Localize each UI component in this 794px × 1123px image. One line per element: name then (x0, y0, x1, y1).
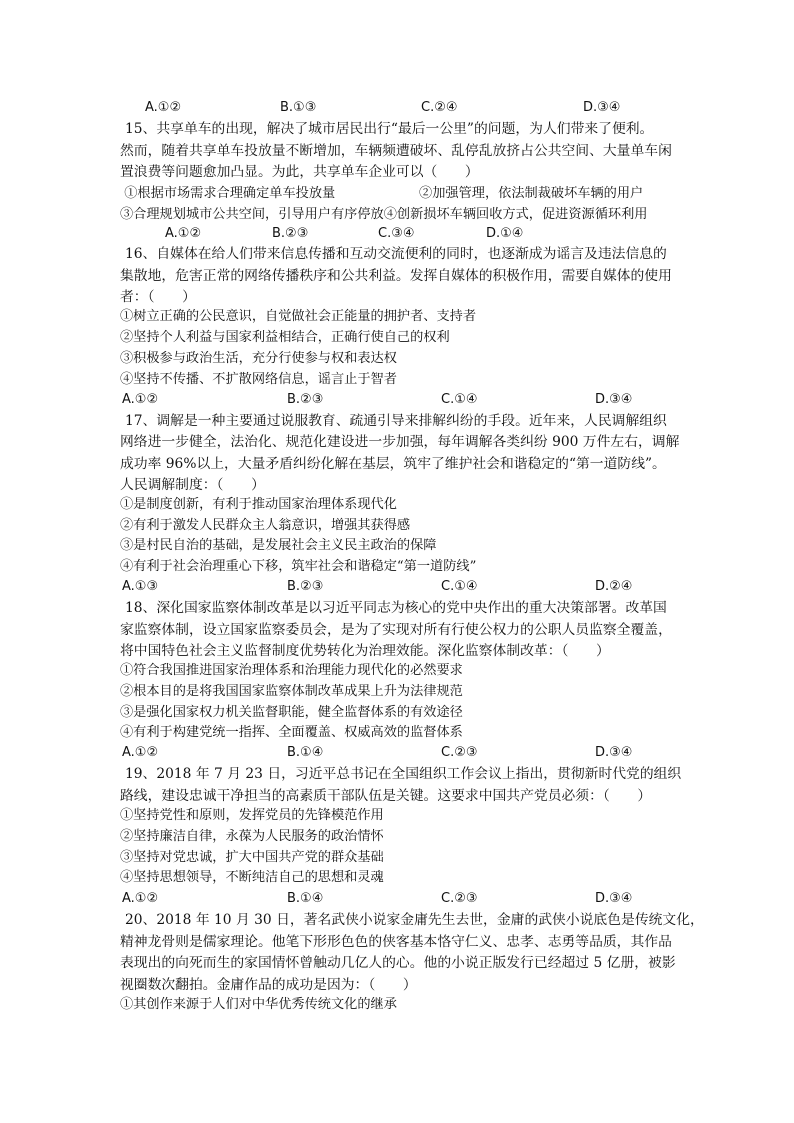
choice-a[interactable]: A.①② (145, 100, 182, 115)
option-line: ①坚持党性和原则，发挥党员的先锋模范作用 (120, 808, 384, 823)
choice-d[interactable]: D.①④ (486, 226, 524, 241)
option-line: ②坚持廉洁自律，永葆为人民服务的政治情怀 (120, 829, 384, 844)
question-stem-line: 路线，建设忠诚干净担当的高素质干部队伍是关键。这要求中国共产党员必须：（ ） (120, 788, 652, 804)
option-line: ②坚持个人利益与国家利益相结合，正确行使自己的权利 (120, 330, 450, 345)
choice-d[interactable]: D.③④ (583, 100, 621, 115)
option-line: ③积极参与政治生活，充分行使参与权和表达权 (120, 351, 397, 366)
choice-a[interactable]: A.①② (122, 891, 159, 906)
question-stem-line: 16、自媒体在给人们带来信息传播和互动交流便利的同时，也逐渐成为谣言及违法信息的 (125, 246, 667, 262)
option-line: ①根据市场需求合理确定单车投放量 ②加强管理，依法制裁破坏车辆的用户 (120, 186, 644, 201)
question-stem-line: 20、2018 年 10 月 30 日，著名武侠小说家金庸先生去世，金庸的武侠小说底色是传统文化， (125, 912, 704, 928)
choice-d[interactable]: D.③④ (595, 745, 633, 760)
question-stem-line: 将中国特色社会主义监督制度优势转化为治理效能。深化监察体制改革：（ ） (120, 643, 610, 659)
option-line: ③是村民自治的基础，是发展社会主义民主政治的保障 (120, 538, 437, 553)
choice-c[interactable]: C.③④ (378, 226, 415, 241)
question-stem-line: 19、2018 年 7 月 23 日，习近平总书记在全国组织工作会议上指出，贯彻新时代党的组织 (125, 766, 682, 782)
option-line: ①其创作来源于人们对中华优秀传统文化的继承 (120, 997, 397, 1012)
option-line: ①是制度创新，有利于推动国家治理体系现代化 (120, 497, 397, 512)
option-line: ③合理规划城市公共空间，引导用户有序停放④创新损坏车辆回收方式，促进资源循环利用 (120, 207, 648, 222)
option-line: ④有利于社会治理重心下移，筑牢社会和谐稳定“第一道防线” (120, 559, 477, 574)
question-stem-line: 成功率 96%以上，大量矛盾纠纷化解在基层，筑牢了维护社会和谐稳定的“第一道防线”。 (120, 456, 666, 472)
choice-b[interactable]: B.②③ (287, 392, 324, 407)
choice-a[interactable]: A.①② (165, 226, 202, 241)
question-stem-line: 视圈数次翻拍。金庸作品的成功是因为：（ ） (120, 977, 417, 993)
question-stem-line: 18、深化国家监察体制改革是以习近平同志为核心的党中央作出的重大决策部署。改革国 (125, 600, 667, 616)
question-stem-line: 集散地，危害正常的网络传播秩序和公共利益。发挥自媒体的积极作用，需要自媒体的使用 (120, 268, 672, 284)
question-stem-line: 15、共享单车的出现，解决了城市居民出行“最后一公里”的问题，为人们带来了便利。 (125, 121, 654, 137)
choice-b[interactable]: B.①③ (280, 100, 317, 115)
choice-a[interactable]: A.①③ (122, 579, 159, 594)
choice-b[interactable]: B.①④ (287, 745, 324, 760)
option-line: ①符合我国推进国家治理体系和治理能力现代化的必然要求 (120, 663, 463, 678)
question-stem-line: 然而，随着共享单车投放量不断增加，车辆频遭破坏、乱停乱放挤占公共空间、大量单车闲 (120, 143, 672, 159)
choice-c[interactable]: C.②③ (441, 745, 478, 760)
choice-a[interactable]: A.①② (122, 392, 159, 407)
option-line: ③坚持对党忠诚，扩大中国共产党的群众基础 (120, 850, 384, 865)
choice-d[interactable]: D.③④ (595, 392, 633, 407)
choice-b[interactable]: B.②③ (287, 579, 324, 594)
question-stem-line: 家监察体制，设立国家监察委员会，是为了实现对所有行使公权力的公职人员监察全覆盖， (120, 622, 672, 638)
option-line: ②根本目的是将我国国家监察体制改革成果上升为法律规范 (120, 684, 463, 699)
question-stem-line: 置浪费等问题愈加凸显。为此，共享单车企业可以（ ） (120, 164, 479, 180)
choice-c[interactable]: C.②④ (421, 100, 458, 115)
choice-b[interactable]: B.②③ (272, 226, 309, 241)
question-stem-line: 17、调解是一种主要通过说服教育、疏通引导来排解纠纷的手段。近年来，人民调解组织 (125, 413, 667, 429)
question-stem-line: 者：（ ） (120, 289, 196, 305)
choice-d[interactable]: D.③④ (595, 891, 633, 906)
option-line: ①树立正确的公民意识，自觉做社会正能量的拥护者、支持者 (120, 309, 477, 324)
question-stem-line: 网络进一步健全，法治化、规范化建设进一步加强，每年调解各类纠纷 900 万件左右，调解 (120, 434, 680, 450)
question-stem-line: 精神龙骨则是儒家理论。他笔下形形色色的侠客基本恪守仁义、忠孝、志勇等品质，其作品 (120, 934, 672, 950)
question-stem-line: 人民调解制度：（ ） (120, 477, 265, 493)
choice-c[interactable]: C.①④ (441, 579, 478, 594)
choice-b[interactable]: B.①④ (287, 891, 324, 906)
option-line: ②有利于激发人民群众主人翁意识，增强其获得感 (120, 518, 411, 533)
choice-c[interactable]: C.②③ (441, 891, 478, 906)
choice-c[interactable]: C.①④ (441, 392, 478, 407)
choice-a[interactable]: A.①② (122, 745, 159, 760)
option-line: ④坚持思想领导，不断纯洁自己的思想和灵魂 (120, 870, 384, 885)
option-line: ④坚持不传播、不扩散网络信息，谣言止于智者 (120, 372, 397, 387)
option-line: ③是强化国家权力机关监督职能，健全监督体系的有效途径 (120, 705, 463, 720)
option-line: ④有利于构建党统一指挥、全面覆盖、权威高效的监督体系 (120, 725, 463, 740)
choice-d[interactable]: D.②④ (595, 579, 633, 594)
question-stem-line: 表现出的向死而生的家国情怀曾触动几亿人的心。他的小说正版发行已经超过 5 亿册，被影 (120, 955, 676, 971)
